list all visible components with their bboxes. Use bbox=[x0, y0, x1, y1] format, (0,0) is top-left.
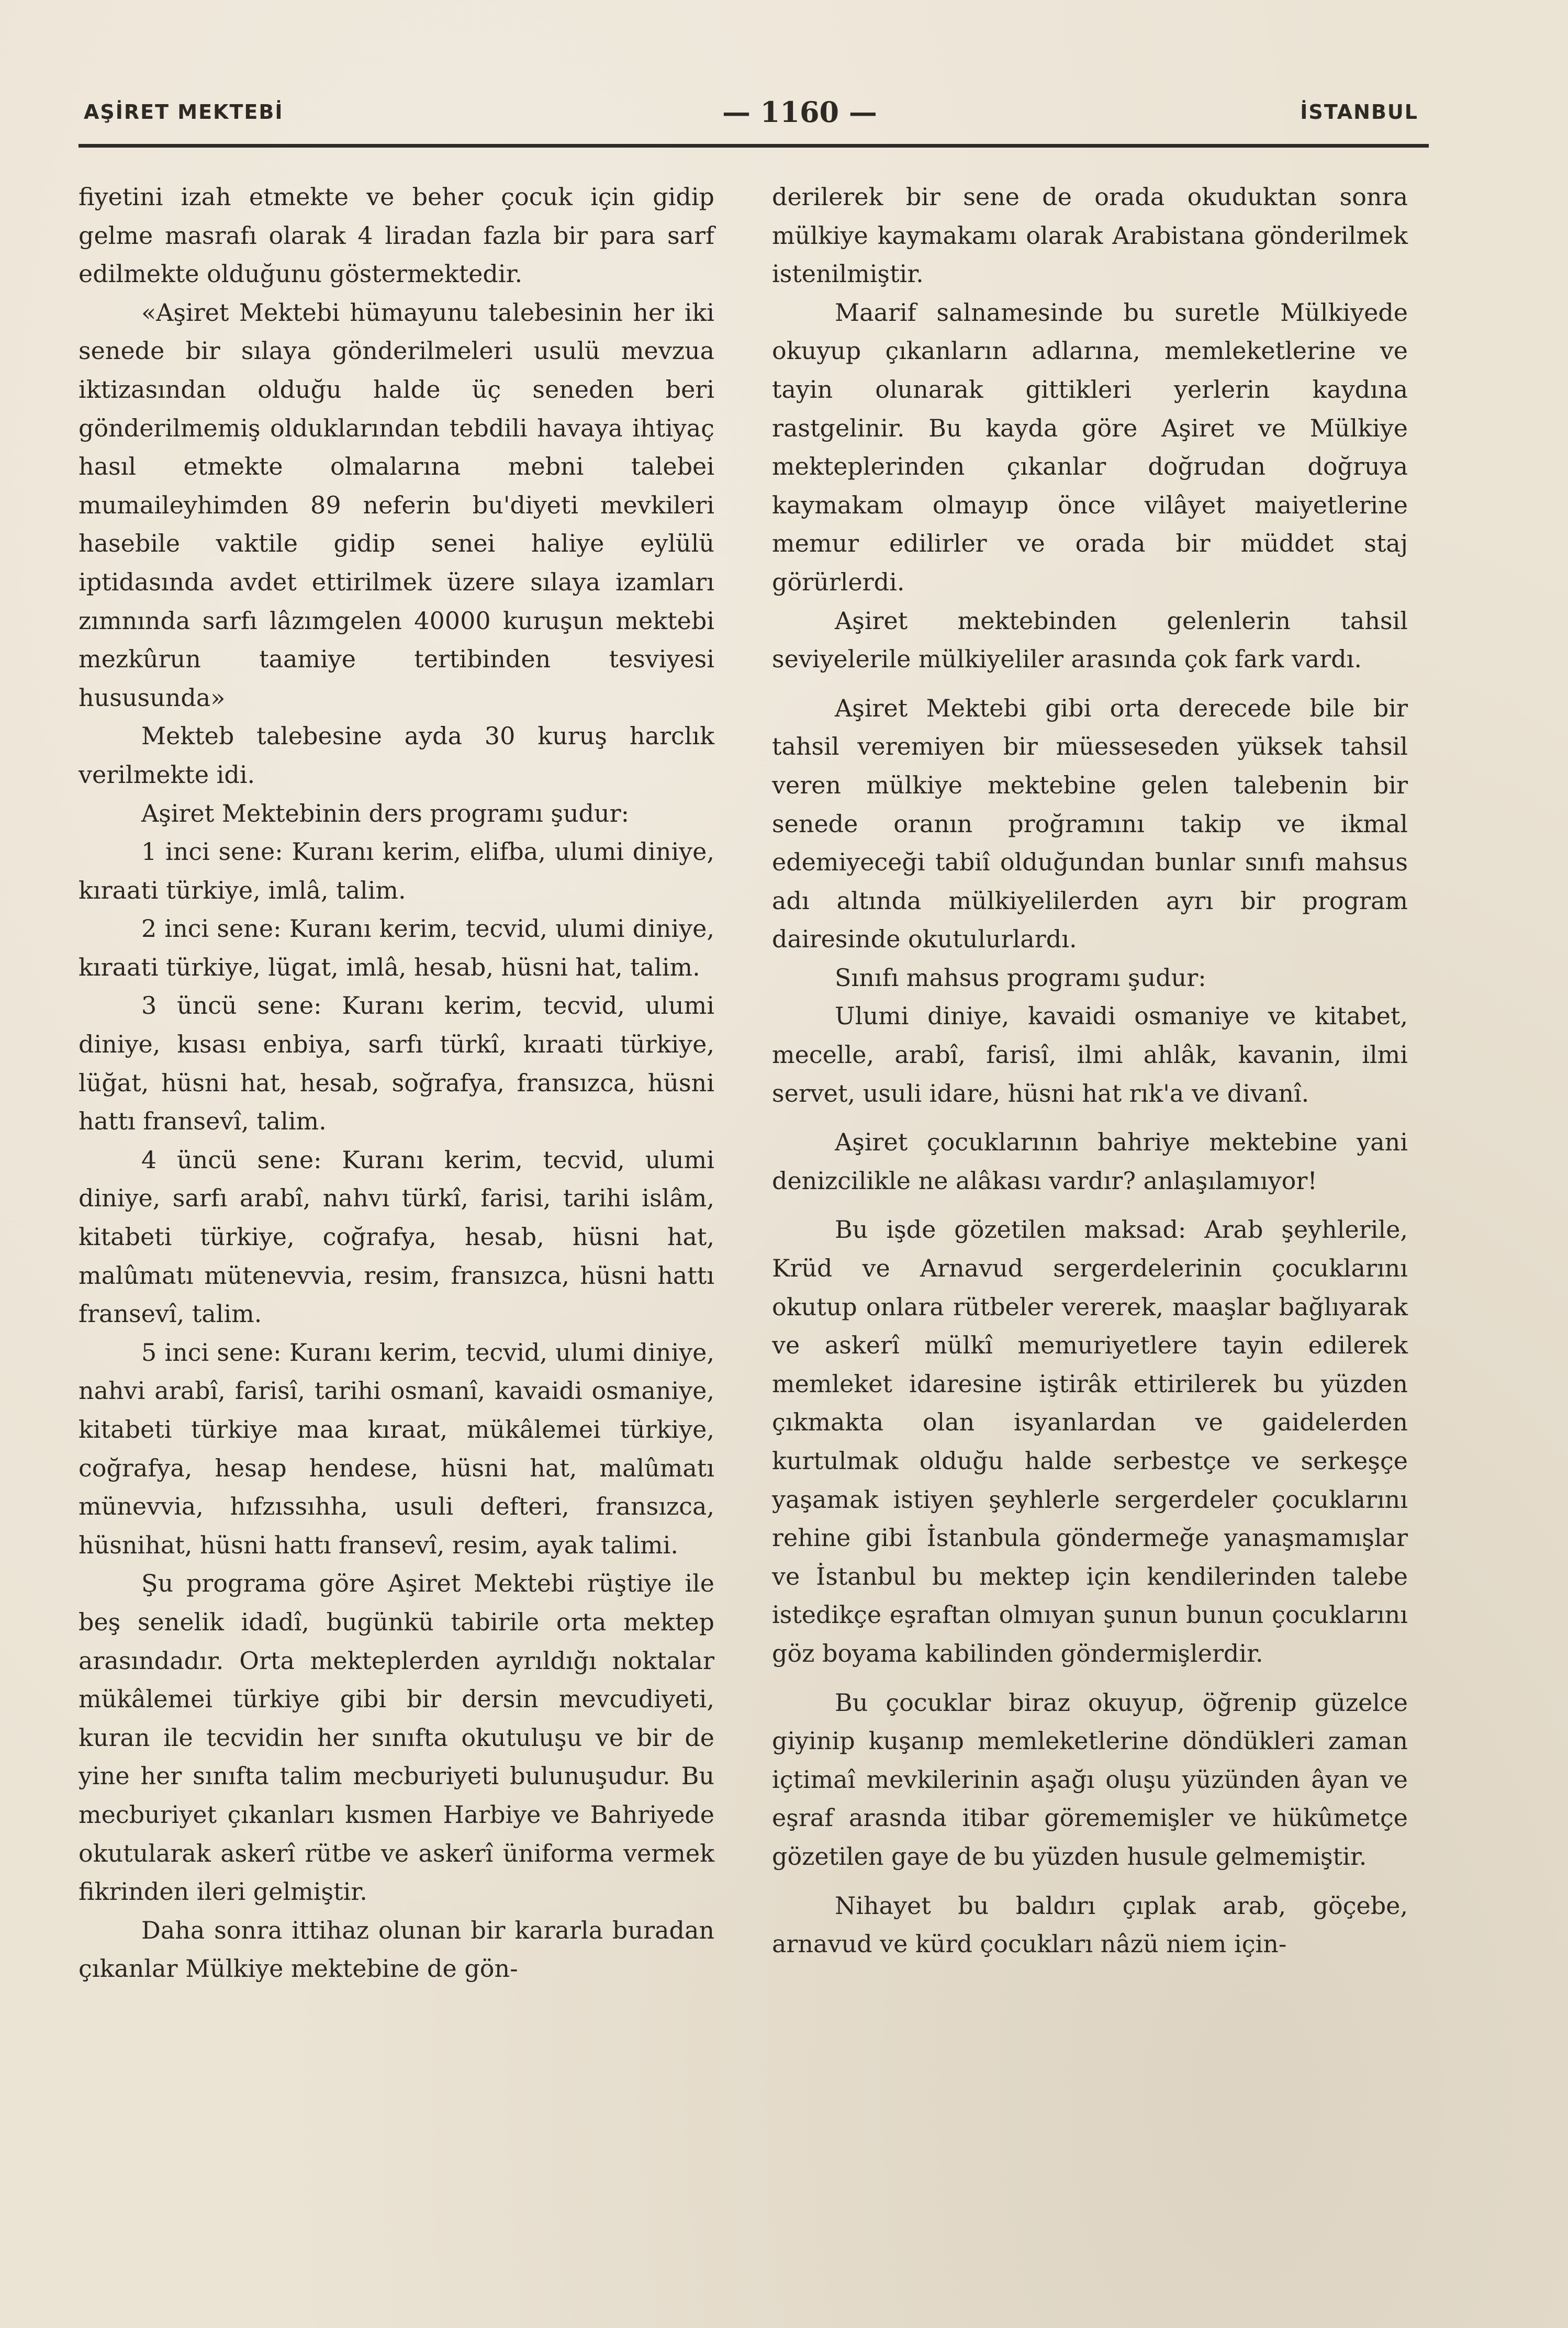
paragraph: 2 inci sene: Kuranı kerim, tecvid, ulumi diniye, kıraati türkiye, lügat, imlâ, hesab, hüsni hat, talim. bbox=[79, 914, 714, 981]
paragraph: Ulumi diniye, kavaidi osmaniye ve kitabet, mecelle, arabî, farisî, ilmi ahlâk, kavanin, ilmi servet, usuli idare, hüsni hat rık'a ve divanî. bbox=[772, 1002, 1408, 1107]
paragraph: Sınıfı mahsus programı şudur: bbox=[835, 963, 1206, 992]
paragraph: Maarif salnamesinde bu suretle Mülkiyede okuyup çıkanların adlarına, memleketlerine ve tayin olunarak gittikleri yerlerin kaydına rastgelinir. Bu kayda göre Aşiret ve Mülkiye mekteplerinden çıkanlar doğrudan doğruya kaymakam olmayıp önce vilâyet maiyetlerine memur edilirler ve orada bir müddet staj görürlerdi. bbox=[772, 298, 1408, 596]
paragraph: 1 inci sene: Kuranı kerim, elifba, ulumi diniye, kıraati türkiye, imlâ, talim. bbox=[79, 837, 714, 904]
paragraph: Daha sonra ittihaz olunan bir kararla buradan çıkanlar Mülkiye mektebine de gön- bbox=[79, 1916, 714, 1983]
paragraph: Nihayet bu baldırı çıplak arab, göçebe, arnavud ve kürd çocukları nâzü niem için- bbox=[772, 1891, 1408, 1958]
paragraph: Bu çocuklar biraz okuyup, öğrenip güzelce giyinip kuşanıp memleketlerine döndükleri zaman içtimaî mevkilerinin aşağı oluşu yüzünden âyan ve eşraf arasnda itibar görememişler ve hükûmetçe gözetilen gaye de bu yüzden husule gelmemiştir. bbox=[772, 1688, 1408, 1871]
right-column bbox=[772, 178, 1408, 1964]
header-rule bbox=[79, 144, 1429, 148]
paragraph: Mekteb talebesine ayda 30 kuruş harclık verilmekte idi. bbox=[79, 722, 714, 789]
paragraph: Bu işde gözetilen maksad: Arab şeyhlerile, Krüd ve Arnavud sergerdelerinin çocuklarını okutup onlara rütbeler vererek, maaşlar bağlıyarak ve askerî mülkî memuriyetlere tayin edilerek memleket idaresine iştirâk ettirilerek bu yüzden çıkmakta olan isyanlardan ve gaidelerden kurtulmak olduğu halde serbestçe ve serkeşçe yaşamak istiyen şeyhlerle sergerdeler çocuklarını rehine gibi İstanbula göndermeğe yanaşmamışlar ve İstanbul bu mektep için kendilerinden talebe istedikçe eşraftan olmıyan şunun bunun çocuklarını göz boyama kabilinden göndermişlerdir. bbox=[772, 1215, 1408, 1667]
paragraph: Aşiret mektebinden gelenlerin tahsil seviyelerile mülkiyeliler arasında çok fark vardı. bbox=[772, 606, 1408, 674]
section-title: İSTANBUL bbox=[1300, 100, 1418, 124]
running-title: AŞİRET MEKTEBİ bbox=[84, 100, 284, 124]
paragraph: Aşiret Mektebinin ders programı şudur: bbox=[141, 799, 630, 827]
page-number: — 1160 — bbox=[722, 95, 877, 129]
paragraph: Aşiret çocuklarının bahriye mektebine yani denizcilikle ne alâkası vardır? anlaşılamıyor! bbox=[772, 1128, 1408, 1195]
paragraph: Aşiret Mektebi gibi orta derecede bile bir tahsil veremiyen bir müesseseden yüksek tahsil veren mülkiye mektebine gelen talebenin bir senede oranın proğramını takip ve ikmal edemiyeceği tabiî olduğundan bunlar sınıfı mahsus adı altında mülkiyelilerden ayrı bir program dairesinde okutulurlardı. bbox=[772, 693, 1408, 954]
paragraph: «Aşiret Mektebi hümayunu talebesinin her iki senede bir sılaya gönderilmeleri usulü mevzua iktizasından olduğu halde üç seneden beri gönderilmemiş olduklarından tebdili havaya ihtiyaç hasıl etmekte olmalarına mebni talebei mumaileyhimden 89 neferin bu'diyeti mevkileri hasebile vaktile gidip senei haliye eylülü iptidasında avdet ettirilmek üzere sılaya izamları zımnında sarfı lâzımgelen 40000 kuruşun mektebi mezkûrun taamiye tertibinden tesviyesi hususunda» bbox=[79, 298, 714, 712]
paragraph: 4 üncü sene: Kuranı kerim, tecvid, ulumi diniye, sarfı arabî, nahvı türkî, farisi, tarihi islâm, kitabeti türkiye, coğrafya, hesab, hüsni hat, malûmatı mütenevvia, resim, fransızca, hüsni hattı fransevî, talim. bbox=[79, 1145, 714, 1328]
page-header bbox=[79, 93, 1429, 135]
paragraph: 5 inci sene: Kuranı kerim, tecvid, ulumi diniye, nahvi arabî, farisî, tarihi osmanî, kavaidi osmaniye, kitabeti türkiye maa kıraat, mükâlemei türkiye, coğrafya, hesap hendese, hüsni hat, malûmatı münevvia, hıfzıssıhha, usuli defteri, fransızca, hüsnihat, hüsni hattı fransevî, resim, ayak talimi. bbox=[79, 1338, 714, 1559]
left-column bbox=[79, 178, 714, 1988]
paragraph: 3 üncü sene: Kuranı kerim, tecvid, ulumi diniye, kısası enbiya, sarfı türkî, kıraati türkiye, lüğat, hüsni hat, hesab, soğrafya, fransızca, hüsni hattı fransevî, talim. bbox=[79, 991, 714, 1136]
paragraph: derilerek bir sene de orada okuduktan sonra mülkiye kaymakamı olarak Arabistana gönderilmek istenilmiştir. bbox=[772, 183, 1408, 288]
paragraph: fiyetini izah etmekte ve beher çocuk için gidip gelme masrafı olarak 4 liradan fazla bir para sarf edilmekte olduğunu göstermektedir. bbox=[79, 183, 714, 288]
paragraph: Şu programa göre Aşiret Mektebi rüştiye ile beş senelik idadî, bugünkü tabirile orta mektep arasındadır. Orta mekteplerden ayrıldığı noktalar mükâlemei türkiye gibi bir dersin mevcudiyeti, kuran ile tecvidin her sınıfta okutuluşu ve bir de yine her sınıfta talim mecburiyeti bulunuşudur. Bu mecburiyet çıkanları kısmen Harbiye ve Bahriyede okutularak askerî rütbe ve askerî üniforma vermek fikrinden ileri gelmiştir. bbox=[79, 1569, 714, 1906]
